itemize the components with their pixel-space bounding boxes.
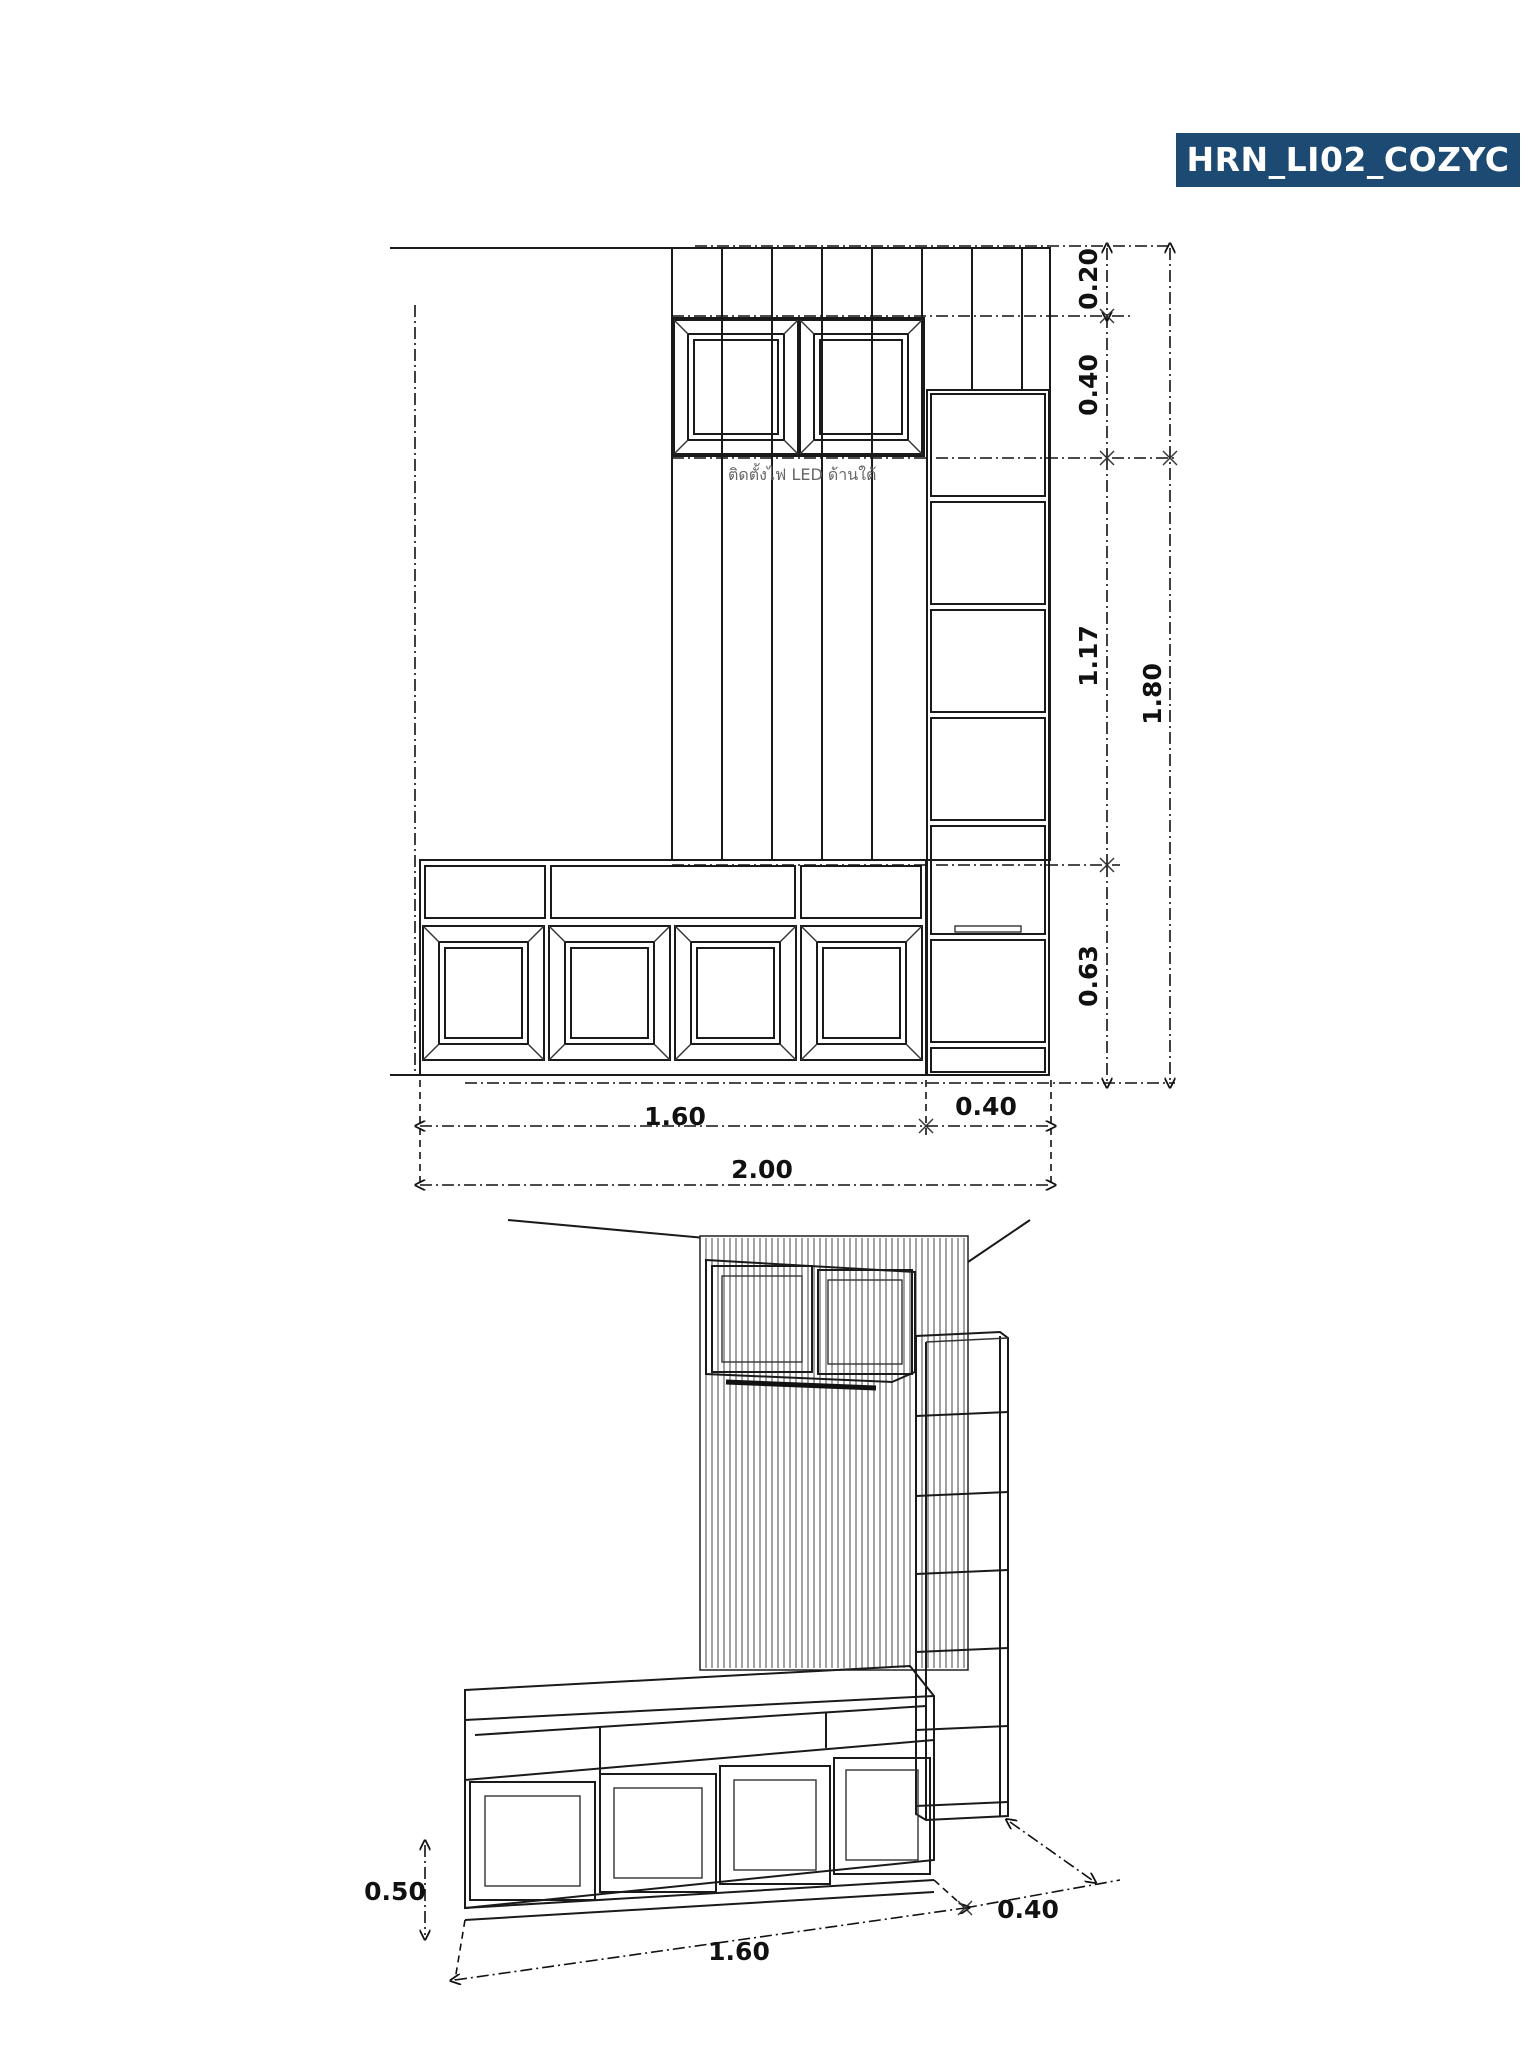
perspective-view [364,1220,1120,1980]
drawing-code-badge: HRN_LI02_COZYC [1176,133,1520,187]
dim-tower-width: 0.40 [955,1092,1017,1121]
dim-top-gap: 0.20 [1074,248,1103,310]
led-note: ติดตั้งไฟ LED ด้านใต้ [728,465,877,484]
dim-tower-mid-height: 1.17 [1074,625,1103,687]
perspective-slat-panel [700,1236,968,1670]
upper-cabinet [672,318,924,456]
shelf-tower [927,390,1049,1075]
dim-upper-cabinet-height: 0.40 [1074,354,1103,416]
front-elevation [390,246,1177,1185]
perspective-dim-tower-depth: 0.40 [997,1895,1059,1924]
dim-total-width: 2.00 [731,1155,793,1184]
dim-base-height: 0.63 [1074,945,1103,1007]
perspective-dim-base-height: 0.50 [364,1877,426,1906]
perspective-dim-base-width: 1.60 [708,1937,770,1966]
dim-total-height: 1.80 [1138,663,1167,725]
dim-base-width: 1.60 [644,1102,706,1131]
base-cabinet [420,860,926,1075]
perspective-base-cabinet [465,1666,934,1920]
